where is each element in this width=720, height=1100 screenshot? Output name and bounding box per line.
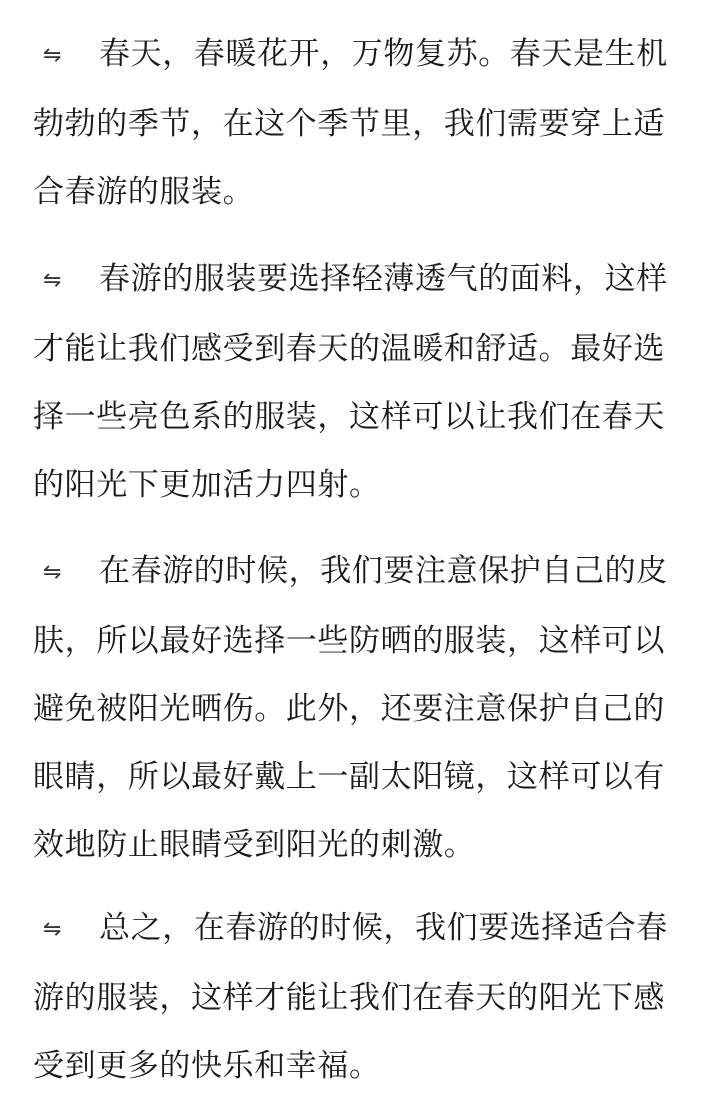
- bullet-icon: ⇋: [43, 917, 63, 942]
- paragraph-3: [33, 537, 673, 879]
- bullet-icon: ⇋: [43, 560, 63, 585]
- paragraph-1: [33, 20, 673, 226]
- paragraph-text: 春天，春暖花开，万物复苏。春天是生机勃勃的季节，在这个季节里，我们需要穿上适合春游的服装。: [33, 36, 668, 210]
- paragraph-text: 在春游的时候，我们要注意保护自己的皮肤，所以最好选择一些防晒的服装，这样可以避免被阳光晒伤。此外，还要注意保护自己的眼睛，所以最好戴上一副太阳镜，这样可以有效地防止眼睛受到阳光的刺激。: [33, 553, 668, 863]
- bullet-icon: ⇋: [43, 268, 63, 293]
- paragraph-text: 总之，在春游的时候，我们要选择适合春游的服装，这样才能让我们在春天的阳光下感受到更多的快乐和幸福。: [33, 910, 668, 1084]
- paragraph-4: [33, 894, 673, 1100]
- bullet-icon: ⇋: [43, 43, 63, 68]
- paragraph-2: [33, 245, 673, 519]
- paragraph-text: 春游的服装要选择轻薄透气的面料，这样才能让我们感受到春天的温暖和舒适。最好选择一些亮色系的服装，这样可以让我们在春天的阳光下更加活力四射。: [33, 261, 668, 503]
